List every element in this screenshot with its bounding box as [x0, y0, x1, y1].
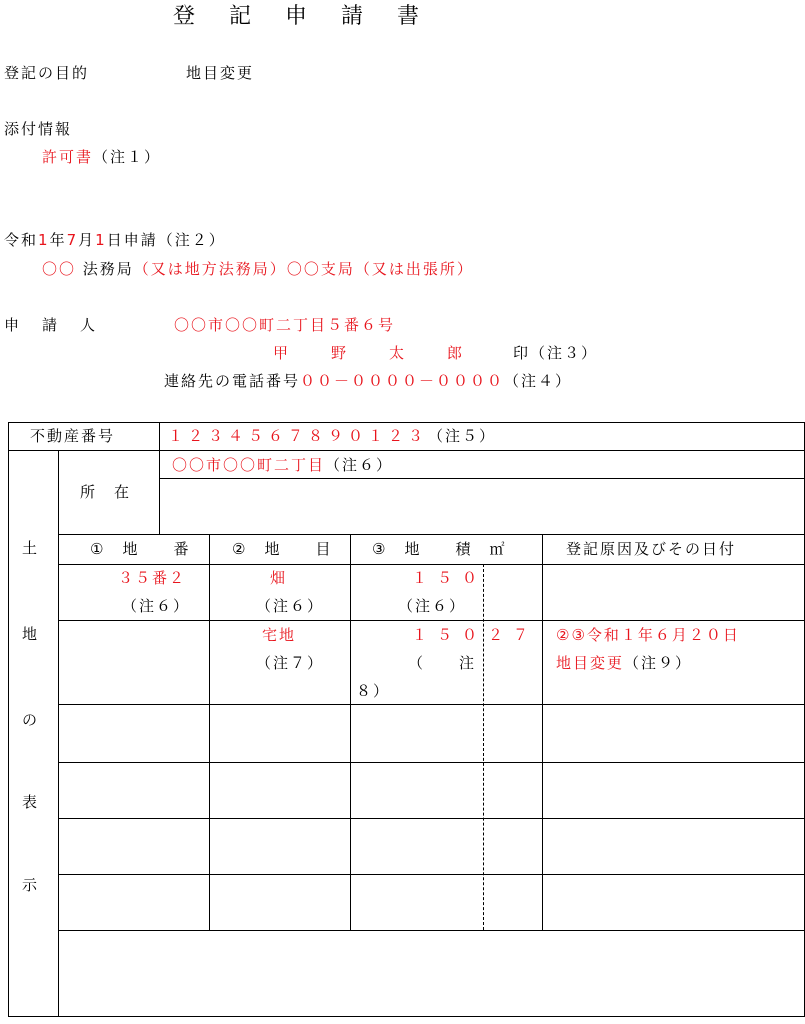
- table-rule: [58, 818, 804, 819]
- bureau-name: 法務局: [76, 260, 134, 278]
- table-rule: [58, 620, 804, 621]
- table-rule: [350, 534, 351, 930]
- location-note: （注６）: [325, 456, 394, 474]
- row1-category: 畑: [270, 569, 288, 587]
- table-rule: [58, 564, 804, 565]
- table-rule: [209, 534, 210, 930]
- row2-category-note: （注７）: [256, 654, 325, 672]
- row2-cause: [556, 656, 692, 671]
- seal-mark: 印: [513, 344, 531, 362]
- date-year-unit: 年: [49, 231, 67, 249]
- location-label: 所 在: [80, 483, 132, 501]
- row2-cause-date: ②③令和１年６月２０日: [556, 626, 740, 644]
- applicant-name-row: [273, 346, 598, 361]
- contact-phone: ００－００００－００００: [300, 372, 505, 390]
- title-char: 登: [173, 4, 196, 29]
- date-note: （注２）: [157, 231, 226, 249]
- row2-area: １５０: [412, 626, 488, 644]
- table-rule: [8, 450, 804, 451]
- row2-area-note-wrap: ８）: [356, 682, 391, 700]
- header-category: ② 地 目: [232, 540, 333, 558]
- land-label-char: の: [22, 711, 40, 729]
- seal-note: （注３）: [530, 344, 599, 362]
- row1-area: １５０: [412, 569, 488, 587]
- table-rule: [8, 1016, 804, 1017]
- real-estate-number-value: １２３４５６７８９０１２３: [168, 427, 429, 445]
- table-rule: [159, 478, 804, 479]
- table-rule: [58, 874, 804, 875]
- table-rule: [8, 422, 804, 423]
- row2-cause-text: 地目変更: [556, 654, 625, 672]
- applicant-address: 〇〇市〇〇町二丁目５番６号: [174, 316, 396, 334]
- header-lot-number: ① 地 番: [90, 540, 191, 558]
- contact-label: 連絡先の電話番号: [164, 372, 301, 390]
- row1-area-note: （注６）: [398, 597, 467, 615]
- table-rule: [542, 534, 543, 930]
- branch-alt: （又は出張所）: [354, 260, 474, 278]
- date-year: 1: [38, 231, 50, 249]
- row1-lot-note: （注６）: [122, 597, 191, 615]
- registry-office: [42, 262, 474, 277]
- title-char: 申: [285, 4, 308, 29]
- purpose-value: 地目変更: [186, 64, 255, 82]
- applicant-name-char: 甲: [273, 344, 291, 362]
- attachment-permit: 許可書: [42, 148, 94, 166]
- row1-category-note: （注６）: [256, 597, 325, 615]
- land-label-char: 土: [22, 539, 40, 557]
- row2-cause-note: （注９）: [624, 654, 693, 672]
- title-char: 請: [341, 4, 364, 29]
- table-rule: [58, 930, 804, 931]
- table-rule: [483, 564, 484, 930]
- row2-category: 宅地: [262, 626, 297, 644]
- land-label-char: 表: [22, 793, 40, 811]
- header-area: ③ 地 積 ㎡: [372, 540, 507, 558]
- land-label-char: 地: [22, 625, 40, 643]
- date-day: 1: [95, 231, 107, 249]
- applicant-name-char: 野: [331, 344, 349, 362]
- applicant-name-char: 郎: [447, 344, 465, 362]
- attachment-note: （注１）: [93, 148, 162, 166]
- bureau-alt: （又は地方法務局）: [133, 260, 287, 278]
- real-estate-number-note: （注５）: [428, 427, 497, 445]
- table-rule: [58, 534, 804, 535]
- applicant-label: [4, 318, 97, 333]
- attachments-item: [42, 150, 161, 165]
- bureau-prefix: 〇〇: [42, 260, 77, 278]
- contact-note: （注４）: [504, 372, 573, 390]
- real-estate-number: [168, 429, 496, 444]
- table-rule: [58, 762, 804, 763]
- date-month: 7: [66, 231, 79, 249]
- applicant-label-char: 請: [42, 316, 60, 334]
- title-char: 記: [229, 4, 252, 29]
- table-rule: [159, 422, 160, 534]
- row2-area-decimal: ２７: [488, 626, 539, 644]
- land-label-char: 示: [22, 876, 40, 894]
- location-text: 〇〇市〇〇町二丁目: [172, 456, 326, 474]
- applicant-label-char: 申: [4, 316, 22, 334]
- branch-name: 〇〇支局: [286, 260, 355, 278]
- applicant-label-char: 人: [80, 316, 98, 334]
- applicant-name-char: 太: [389, 344, 407, 362]
- purpose-label: 登記の目的: [4, 64, 90, 82]
- date-suffix: 日申請: [106, 231, 158, 249]
- table-rule: [8, 422, 9, 1017]
- row2-area-note: （ 注: [408, 654, 477, 672]
- title-char: 書: [397, 4, 420, 29]
- application-date: [4, 233, 226, 248]
- contact-row: [164, 374, 572, 389]
- real-estate-number-label: 不動産番号: [30, 427, 116, 445]
- date-month-unit: 月: [78, 231, 96, 249]
- date-era: 令和: [4, 231, 39, 249]
- table-rule: [58, 450, 59, 1017]
- header-cause: 登記原因及びその日付: [566, 540, 737, 558]
- page-title: [173, 6, 453, 28]
- row1-lot-number: ３５番２: [118, 569, 187, 587]
- location-value: [172, 458, 393, 473]
- table-rule: [58, 704, 804, 705]
- attachments-label: 添付情報: [4, 120, 73, 138]
